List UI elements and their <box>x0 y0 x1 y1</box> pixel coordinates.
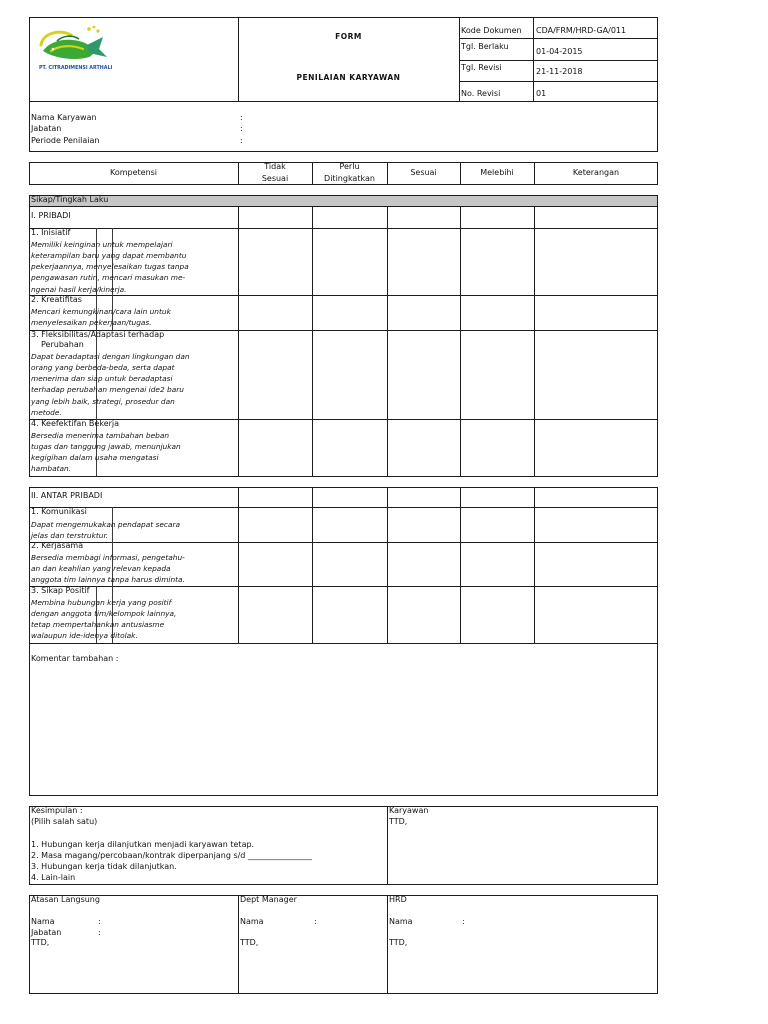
description-line: Membina hubungan kerja yang positif <box>31 597 172 607</box>
description-line: tetap mempertahankan antusiasme <box>31 620 165 630</box>
info-label: Nama Karyawan <box>31 113 97 122</box>
row-line <box>29 228 658 229</box>
meta-label: Tgl. Revisi <box>461 63 502 72</box>
form-label: FORM <box>335 32 362 41</box>
signature-field-label: Nama <box>31 917 55 926</box>
competency-description <box>31 430 181 475</box>
meta-label: No. Revisi <box>461 89 501 98</box>
meta-label: Tgl. Berlaku <box>461 42 509 51</box>
signature-box <box>29 895 658 994</box>
description-line: terhadap perubahan mengenai ide2 baru <box>31 385 184 395</box>
company-logo <box>37 23 113 63</box>
competency-description <box>31 552 185 586</box>
competency-title: 4. Keefektifan Bekerja <box>31 419 120 428</box>
competency-title: Perubahan <box>41 340 84 349</box>
meta-value: 01-04-2015 <box>536 47 583 56</box>
employee-info-box <box>29 101 658 152</box>
description-line: Dapat mengemukakan pendapat secara <box>31 519 181 529</box>
signature-field-separator: : <box>462 917 465 926</box>
row-line <box>29 586 658 587</box>
description-line: walaupun ide-idenya ditolak. <box>31 631 138 641</box>
employee-signature-role: Karyawan <box>389 806 429 815</box>
column-header-kompetensi: Kompetensi <box>109 168 158 177</box>
description-line: Bersedia membagi informasi, pengetahu- <box>31 552 185 562</box>
conclusion-option: 3. Hubungan kerja tidak dilanjutkan. <box>31 862 177 872</box>
competency-description <box>31 239 189 295</box>
description-line: ngenai hasil kerja/kinerja. <box>31 284 127 294</box>
meta-value: CDA/FRM/HRD-GA/011 <box>536 26 627 35</box>
description-line: tugas dan tanggung jawab, menunjukan <box>31 441 181 451</box>
row-line <box>29 419 658 420</box>
meta-value: 21-11-2018 <box>536 67 583 76</box>
description-line: orang yang berbeda-beda, serta dapat <box>31 362 175 372</box>
info-separator: : <box>240 136 243 145</box>
description-line: menyelesaikan pekerjaan/tugas. <box>31 317 152 327</box>
row-line <box>29 542 658 543</box>
description-line: an dan keahlian yang relevan kepada <box>31 563 171 573</box>
competency-title: 2. Kreatifitas <box>31 295 82 304</box>
description-line: metode. <box>31 407 62 417</box>
signature-field-label: Nama <box>389 917 413 926</box>
description-line: keterampilan baru yang dapat membantu <box>31 250 187 260</box>
meta-value: 01 <box>536 89 547 98</box>
competency-title: 1. Inisiatif <box>31 228 71 237</box>
category-label: Sikap/Tingkah Laku <box>31 195 109 204</box>
column-header-perlu-ditingkatkan: Perlu <box>339 162 360 171</box>
competency-title: 2. Kerjasama <box>31 541 84 550</box>
info-separator: : <box>240 113 243 122</box>
conclusion-options <box>31 839 312 884</box>
conclusion-option: 1. Hubungan kerja dilanjutkan menjadi karyawan tetap. <box>31 839 255 849</box>
employee-signature-label: TTD, <box>389 817 408 826</box>
comment-label: Komentar tambahan : <box>31 654 119 663</box>
competency-title: 1. Komunikasi <box>31 507 87 516</box>
section-title: I. PRIBADI <box>31 211 71 220</box>
signature-field-label: Jabatan <box>31 928 62 937</box>
meta-row-line <box>459 60 658 61</box>
column-divider <box>460 206 461 477</box>
column-divider <box>238 487 239 643</box>
company-name: PT. CITRADIMENSI ARTHALI <box>39 66 113 71</box>
conclusion-divider <box>387 806 388 885</box>
competency-description <box>31 597 176 642</box>
info-label: Periode Penilaian <box>31 136 100 145</box>
info-label: Jabatan <box>31 124 62 133</box>
description-line: Dapat beradaptasi dengan lingkungan dan <box>31 351 190 361</box>
competency-description <box>31 351 190 419</box>
description-line: dengan anggota tim/kelompok lainnya, <box>31 608 177 618</box>
meta-label: Kode Dokumen <box>461 26 522 35</box>
description-line: Mencari kemungkinan/cara lain untuk <box>31 306 171 316</box>
signature-field-label: Nama <box>240 917 264 926</box>
competency-title: 3. Fleksibilitas/Adaptasi terhadap <box>31 330 165 339</box>
competency-description <box>31 519 180 542</box>
signature-label: TTD, <box>389 938 408 947</box>
column-divider <box>312 487 313 643</box>
signature-role: Atasan Langsung <box>31 895 100 904</box>
signature-role: Dept Manager <box>240 895 297 904</box>
signature-label: TTD, <box>240 938 259 947</box>
description-line: hambatan. <box>31 464 72 474</box>
competency-description <box>31 306 171 329</box>
conclusion-title: Kesimpulan : <box>31 806 83 815</box>
description-line: pengawasan rutin, mencari masukan me- <box>31 273 186 283</box>
row-line <box>29 295 658 296</box>
competency-title: 3. Sikap Positif <box>31 586 90 595</box>
info-separator: : <box>240 124 243 133</box>
description-line: Memiliki keinginan untuk mempelajari <box>31 239 173 249</box>
conclusion-option: 4. Lain-lain <box>31 873 76 883</box>
column-header-keterangan: Keterangan <box>572 168 620 177</box>
description-line: jelas dan terstruktur. <box>31 530 109 540</box>
form-title: PENILAIAN KARYAWAN <box>296 73 401 82</box>
description-line: Bersedia menerima tambahan beban <box>31 430 170 440</box>
column-divider <box>534 487 535 643</box>
description-line: pekerjaannya, menyelesaikan tugas tanpa <box>31 262 189 272</box>
meta-row-line <box>459 38 658 39</box>
column-divider <box>387 487 388 643</box>
signature-field-separator: : <box>98 928 101 937</box>
column-divider <box>312 206 313 477</box>
signature-field-separator: : <box>98 917 101 926</box>
description-line: yang lebih baik, strategi, prosedur dan <box>31 396 175 406</box>
category-band <box>30 196 657 206</box>
signature-divider <box>238 895 239 994</box>
fish-logo-icon <box>37 23 113 63</box>
row-line <box>29 507 658 508</box>
column-header-tidak-sesuai: Sesuai <box>261 174 289 183</box>
description-line: menerima dan siap untuk beradaptasi <box>31 374 173 384</box>
signature-label: TTD, <box>31 938 50 947</box>
conclusion-hint: (Pilih salah satu) <box>31 817 98 826</box>
column-divider <box>534 206 535 477</box>
signature-divider <box>387 895 388 994</box>
column-divider <box>460 487 461 643</box>
column-header-tidak-sesuai: Tidak <box>264 162 286 171</box>
description-line: anggota tim lainnya tanpa harus diminta. <box>31 575 185 585</box>
header-divider <box>238 17 239 102</box>
column-divider <box>238 206 239 477</box>
column-divider <box>387 206 388 477</box>
signature-field-separator: : <box>314 917 317 926</box>
signature-role: HRD <box>389 895 407 904</box>
description-line: kegigihan dalam usaha mengatasi <box>31 453 159 463</box>
row-line <box>29 643 658 644</box>
meta-row-line <box>459 81 658 82</box>
column-header-perlu-ditingkatkan: Ditingkatkan <box>324 174 375 183</box>
column-header-melebihi: Melebihi <box>480 168 514 177</box>
section-title: II. ANTAR PRIBADI <box>31 491 103 500</box>
conclusion-option: 2. Masa magang/percobaan/kontrak diperpanjang s/d ________________ <box>31 850 312 860</box>
column-header-sesuai: Sesuai <box>410 168 437 177</box>
row-line <box>29 206 658 207</box>
